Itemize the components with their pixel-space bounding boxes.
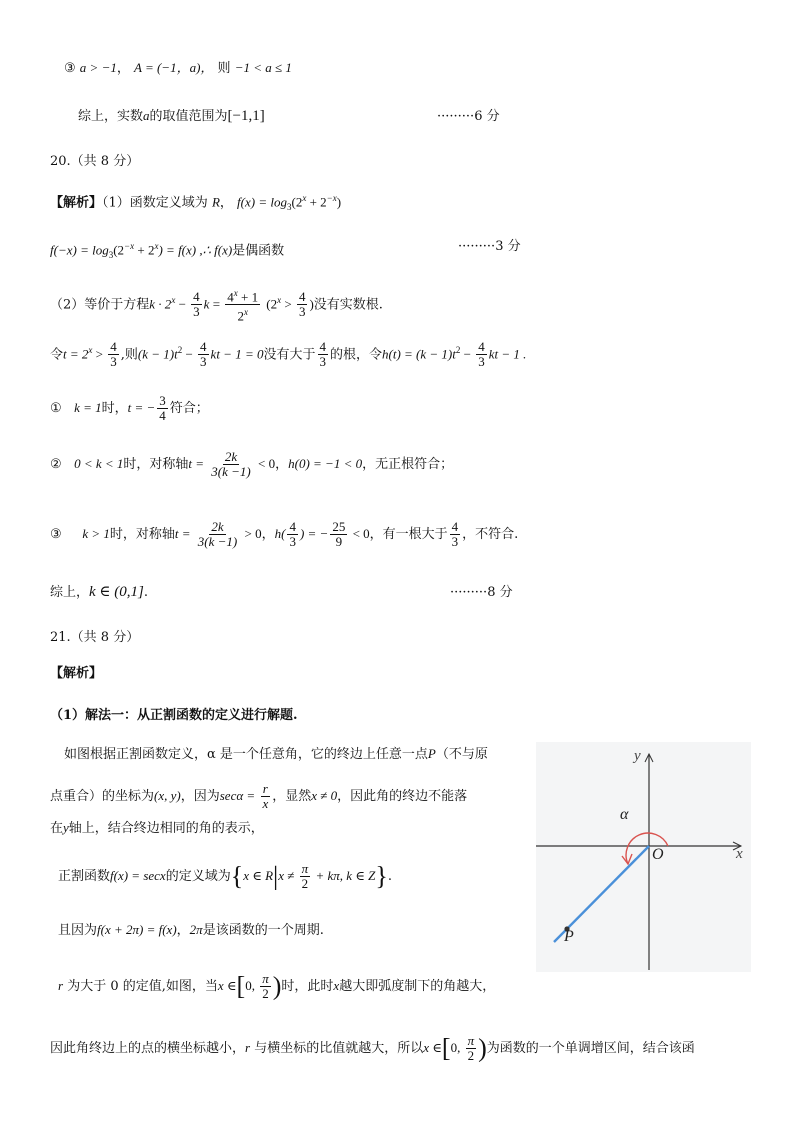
text: ，显然 (272, 789, 312, 804)
frac-num: 4 (298, 289, 306, 305)
math-op: − (175, 296, 190, 312)
math-expr: k ∈ (0,1] (89, 584, 144, 600)
math-expr: t = − (127, 400, 156, 415)
text: 是偶函数 (232, 243, 285, 259)
frac-num: 4 (193, 289, 200, 305)
math-expr: (k − 1)t (137, 346, 178, 362)
math-expr: h(t) = (k − 1)t (382, 346, 456, 362)
q21-domain-line (58, 862, 392, 891)
text: 令 (50, 347, 64, 363)
fraction-4-3 (191, 290, 202, 319)
math-expr: −1 < a ≤ 1 (234, 60, 292, 75)
q21-para1-line3 (50, 818, 264, 839)
math-expr: + 2 (134, 242, 155, 258)
text: ，无正根符合； (362, 457, 454, 472)
math-expr: t = (174, 526, 194, 541)
score-8: ·········8 分 (450, 585, 513, 600)
math-var: r (245, 1040, 251, 1055)
fraction-axis (209, 450, 252, 479)
text: 为函数的一个单调增区间，结合该函 (486, 1041, 695, 1056)
text: 点重合）的坐标为 (50, 789, 155, 804)
frac-num: 4 (110, 339, 117, 355)
case-number: ③ (64, 61, 76, 76)
brace-close: } (375, 861, 388, 891)
frac-den: 3 (451, 534, 459, 549)
q20-let-line: 令$t = 2^x$ > $\frac{4}{3}$ ,则$(k - 1)t^2$ − $\frac{4}{3}$ kt − 1 = 0没有大于 $\frac{4}{3}$ 的根，令$h(t) = (k - 1)t^2$ − $\frac{4}{3}$ kt − 1 . (50, 339, 527, 370)
math-op: = (209, 296, 224, 312)
math-sub: 3 (286, 201, 292, 212)
fraction-4-3 (297, 290, 308, 319)
paren-close: ) (478, 1033, 487, 1063)
math-sup: x (243, 307, 248, 318)
fraction-4-3 (198, 340, 209, 369)
fraction-25-9 (330, 520, 347, 549)
frac-den (235, 305, 250, 323)
q20-part2 (50, 286, 383, 324)
fraction-axis (196, 520, 239, 549)
math-expr: h(0) = −1 < 0 (288, 456, 363, 471)
math-expr: 0, (245, 978, 259, 993)
math-var: R (211, 194, 220, 210)
frac-den: 9 (335, 534, 343, 549)
fraction-4-3 (318, 340, 329, 369)
math-expr: t = (188, 456, 208, 471)
math-expr: f(x) = secx (110, 868, 166, 883)
text: 的取值范围为 (149, 109, 228, 124)
set-divider: | (273, 861, 279, 891)
math-expr: x ∈ (423, 1040, 442, 1055)
math-expr: k = 1 (74, 400, 102, 415)
text: ， (219, 195, 233, 211)
math-interval: [−1,1] (227, 108, 265, 124)
math-op: > (92, 346, 107, 362)
text: ,则 (120, 347, 138, 363)
text: 综上， (50, 585, 90, 600)
fraction-4-3 (108, 340, 119, 369)
text: 的定义域为 (165, 869, 231, 884)
q20-conclusion (50, 582, 148, 603)
math-expr: + 2 (306, 194, 327, 210)
math-sup: x (277, 295, 282, 305)
math-sub: 3 (108, 249, 114, 260)
fraction-4x (225, 286, 260, 324)
math-expr: f(x + 2π) = f(x) (97, 922, 177, 937)
q20-line2 (50, 236, 284, 265)
q21-period-line (58, 920, 324, 941)
math-expr: t = 2 (63, 346, 89, 362)
math-expr: secα = (219, 788, 259, 803)
math-sup: x (233, 288, 238, 298)
text: 没有大于 (263, 347, 316, 363)
math-sup: −x (326, 193, 337, 203)
math-sup: x (88, 345, 93, 355)
text: 时，对称轴 (109, 527, 175, 542)
frac-num: π (301, 861, 309, 876)
frac-den: 3 (319, 354, 326, 370)
q21-mono-line (58, 972, 495, 1001)
frac-num: 4 (200, 339, 207, 355)
math-expr: h( (274, 526, 286, 541)
math-op: > (281, 296, 295, 312)
fraction-4-3 (476, 340, 487, 369)
fraction-pi-2 (300, 862, 311, 891)
q21-analysis-tag: 【解析】 (50, 666, 103, 681)
math-expr: x ≠ (278, 868, 298, 883)
text: （1）函数定义域为 (102, 195, 208, 211)
case-number: ① (50, 401, 62, 416)
text: . (143, 585, 148, 600)
frac-num: π (467, 1033, 475, 1048)
y-axis-label: y (634, 748, 641, 764)
frac-num: 4 (289, 519, 296, 534)
fraction-4-3 (287, 520, 298, 549)
math-expr: ) (309, 296, 314, 312)
summary-line (78, 106, 265, 127)
frac-num: π (262, 971, 269, 986)
frac-den: 3 (193, 304, 200, 320)
bracket-open: [ (236, 971, 246, 1001)
frac-den: 3 (298, 304, 306, 320)
text: 正割函数 (58, 869, 111, 884)
math-expr: + kπ, k ∈ Z (312, 868, 376, 883)
math-expr: 0 < k < 1 (74, 456, 124, 471)
math-op: − (182, 346, 197, 362)
math-expr: x ≠ 0 (311, 788, 338, 803)
math-expr: (2 (266, 296, 278, 312)
text: ，不符合. (462, 527, 519, 542)
math-var: x (333, 978, 340, 993)
fraction-pi-2 (260, 972, 271, 1001)
math-expr: x ∈ (217, 978, 237, 993)
q20-case1 (50, 394, 209, 423)
text: 与横坐标的比值就越大，所以 (254, 1041, 424, 1056)
frac-num: r (262, 781, 268, 796)
math-expr: (2 (291, 194, 303, 210)
analysis-tag: 【解析】 (50, 195, 103, 211)
score-3: ·········3 分 (458, 239, 521, 254)
text: 符合； (169, 401, 209, 416)
text: 轴上，结合终边相同的角的表示， (68, 821, 264, 836)
text: 则 (217, 61, 231, 76)
math-sup: x (154, 241, 159, 251)
text: 时，此时 (281, 979, 334, 994)
case-number: ③ (50, 527, 62, 542)
text: 时，对称轴 (123, 457, 189, 472)
math-expr: k · 2 (149, 296, 172, 312)
math-expr: f(x) = log (237, 194, 287, 210)
frac-num: 25 (332, 519, 346, 534)
frac-num: 4 (319, 339, 326, 355)
math-expr: (x, y) (154, 788, 181, 803)
frac-den: 2 (467, 1048, 475, 1063)
math-expr: 0, (450, 1040, 464, 1055)
fraction-3-4 (157, 394, 168, 423)
math-expr: < 0 (349, 526, 370, 541)
math-expr: + 1 (237, 289, 259, 305)
q20-heading: 20.（共 8 分） (50, 154, 140, 169)
frac-num: 2k (224, 449, 238, 464)
text: ，有一根大于 (369, 527, 448, 542)
math-expr: < 0 (254, 456, 276, 471)
frac-den: 3(k −1) (197, 534, 238, 549)
text: 是该函数的一个周期. (202, 923, 324, 938)
math-expr: kt − 1 = 0 (210, 346, 264, 362)
math-expr: k > 1 (82, 526, 110, 541)
alpha-label: α (620, 806, 629, 823)
math-sup: x (171, 295, 176, 305)
angle-diagram (536, 742, 751, 972)
q20-part1 (50, 188, 341, 217)
math-expr: ) = − (299, 526, 329, 541)
brace-open: { (230, 861, 244, 891)
math-expr: f(−x) = log (50, 242, 109, 258)
frac-num: 2k (211, 519, 224, 534)
text: 没有实数根. (313, 297, 383, 313)
q21-heading: 21.（共 8 分） (50, 630, 140, 645)
math-expr: 2π (189, 922, 203, 937)
math-expr: a > −1 (79, 60, 117, 75)
math-var: k (203, 296, 210, 312)
q21-last-line (50, 1034, 695, 1063)
math-var: P (427, 746, 436, 761)
frac-num: 4 (478, 339, 485, 355)
math-expr: > 0 (241, 526, 262, 541)
score-6: ·········6 分 (437, 109, 500, 124)
math-var: a (143, 108, 150, 123)
text: . (387, 869, 392, 884)
math-expr: ) = f(x) ,∴ f(x) (158, 242, 233, 258)
fraction-4-3 (450, 520, 461, 549)
frac-num (225, 286, 260, 305)
math-expr: x ∈ R (243, 868, 274, 883)
frac-num: 3 (159, 393, 166, 408)
origin-label: O (652, 846, 664, 863)
math-var: r (58, 978, 64, 993)
frac-den: 3 (200, 354, 207, 370)
text: 综上，实数 (78, 109, 144, 124)
digit: 2 (237, 308, 244, 324)
text: 的根，令 (330, 347, 383, 363)
q21-method: （1）解法一：从正割函数的定义进行解题. (50, 708, 298, 723)
frac-den: 2 (301, 876, 309, 891)
bracket-open: [ (441, 1033, 451, 1063)
case3-line: ③ a > −1， A = (−1，a)， 则 −1 < a ≤ 1 (64, 60, 292, 76)
text: 因此角终边上的点的横坐标越小， (50, 1041, 246, 1056)
math-expr: (2 (113, 242, 125, 258)
frac-den: 3(k −1) (211, 464, 251, 479)
math-expr: ) (336, 194, 342, 210)
text: （2）等价于方程 (50, 297, 150, 313)
frac-den: 3 (289, 534, 296, 549)
q21-para1-line1 (64, 744, 488, 765)
text: 时， (101, 401, 128, 416)
text: 越大即弧度制下的角越大， (339, 979, 496, 994)
math-var: y (63, 820, 69, 835)
paren-close: ) (272, 971, 282, 1001)
text: （不与原 (435, 747, 488, 762)
fraction-pi-2 (466, 1034, 477, 1063)
math-op: − (460, 346, 475, 362)
q20-case2: ② 0 < k < 1时，对称轴t = $\frac{2k}{3(k -1)}$ < 0，h(0) = −1 < 0，无正根符合； (50, 449, 454, 479)
math-expr: kt − 1 . (488, 346, 527, 362)
math-expr: A = (−1，a)， (133, 60, 214, 75)
text: ，因为 (180, 789, 220, 804)
frac-den: 2 (262, 986, 269, 1001)
point-p-label: P (564, 928, 574, 945)
frac-num: 4 (451, 519, 459, 534)
text: 且因为 (58, 923, 98, 938)
math-sup: −x (124, 241, 135, 251)
text: 如图根据正割函数定义，α 是一个任意角，它的终边上任意一点 (64, 747, 428, 762)
text: ， (176, 923, 190, 938)
frac-den: 3 (110, 354, 117, 370)
fraction-r-x (260, 782, 270, 811)
text: 为大于 0 的定值,如图，当 (67, 979, 218, 994)
q20-case3: ③ k > 1时，对称轴t = $\frac{2k}{3(k -1)}$ > 0，h( $\frac{4}{3}$ ) = − $\frac{25}{9}$ < 0，有一根大于 $\frac{4}{3}$ ，不符合. (50, 519, 519, 549)
text: ，因此角的终边不能落 (337, 789, 468, 804)
frac-den: 3 (478, 354, 485, 370)
frac-den: 4 (159, 408, 166, 423)
frac-den: x (262, 796, 269, 811)
math-sup: x (302, 193, 307, 203)
q21-para1-line2 (50, 782, 467, 811)
case-number: ② (50, 457, 62, 472)
x-axis-label: x (736, 846, 743, 862)
digit: 4 (227, 289, 234, 305)
text: 在 (50, 821, 64, 836)
